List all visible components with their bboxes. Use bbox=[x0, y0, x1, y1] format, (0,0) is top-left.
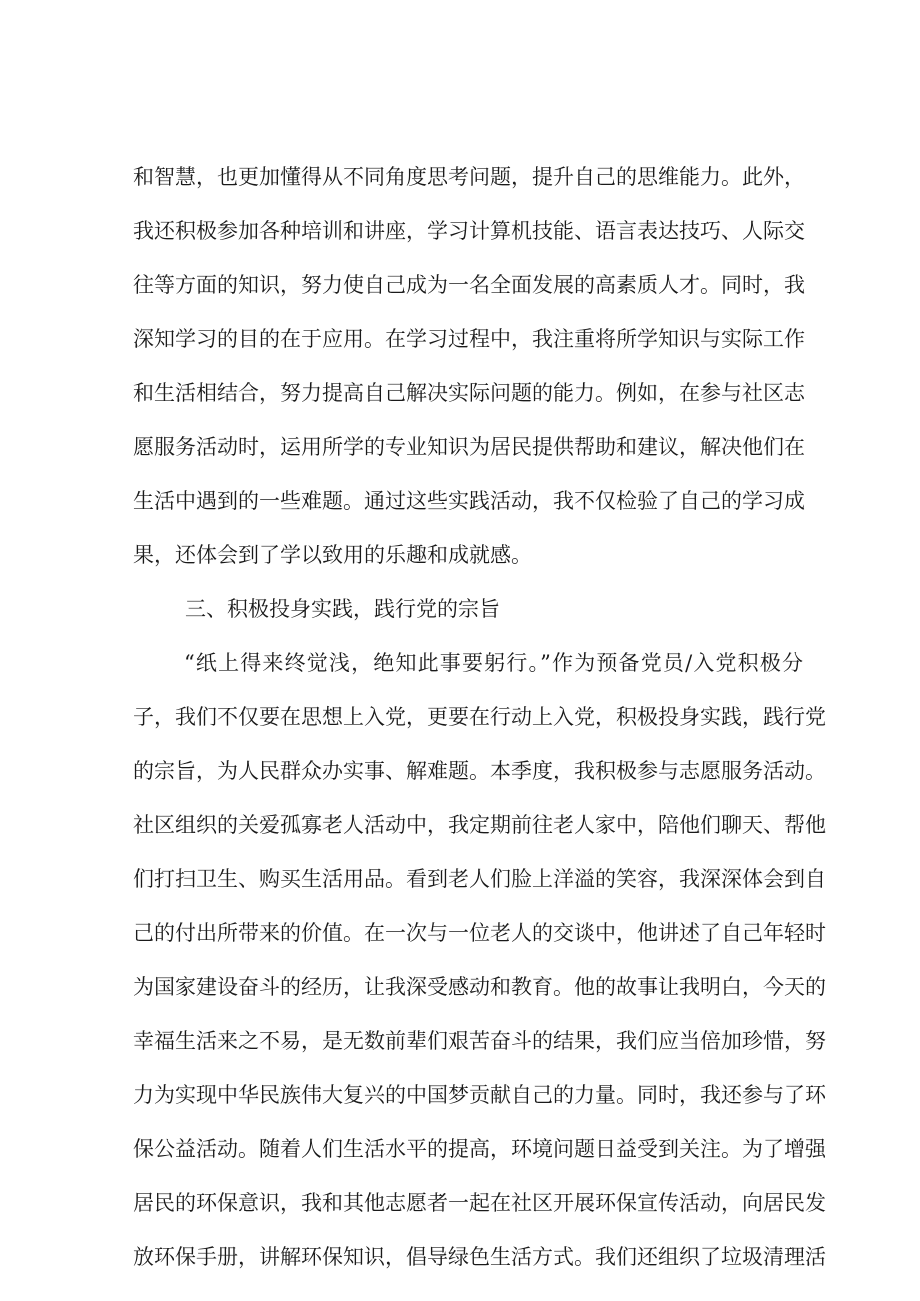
text-line: 往等方面的知识，努力使自己成为一名全面发展的高素质人才。同时，我 bbox=[133, 273, 805, 297]
text-line: 果，还体会到了学以致用的乐趣和成就感。 bbox=[133, 543, 532, 567]
text-line: 和生活相结合，努力提高自己解决实际问题的能力。例如，在参与社区志 bbox=[133, 381, 805, 405]
text-line: 己的付出所带来的价值。在一次与一位老人的交谈中，他讲述了自己年轻时 bbox=[133, 921, 826, 945]
text-line: 和智慧，也更加懂得从不同角度思考问题，提升自己的思维能力。此外， bbox=[133, 165, 805, 189]
text-line: 的宗旨，为人民群众办实事、解难题。本季度，我积极参与志愿服务活动。 bbox=[133, 759, 826, 783]
text-line: 我还积极参加各种培训和讲座，学习计算机技能、语言表达技巧、人际交 bbox=[133, 219, 805, 243]
text-line: 幸福生活来之不易，是无数前辈们艰苦奋斗的结果，我们应当倍加珍惜，努 bbox=[133, 1029, 826, 1053]
section-heading: 三、积极投身实践，践行党的宗旨 bbox=[185, 597, 500, 621]
text-line: 们打扫卫生、购买生活用品。看到老人们脸上洋溢的笑容，我深深体会到自 bbox=[133, 867, 826, 891]
text-line: 保公益活动。随着人们生活水平的提高，环境问题日益受到关注。为了增强 bbox=[133, 1137, 826, 1161]
text-line: 为国家建设奋斗的经历，让我深受感动和教育。他的故事让我明白，今天的 bbox=[133, 975, 826, 999]
text-line: 放环保手册，讲解环保知识，倡导绿色生活方式。我们还组织了垃圾清理活 bbox=[133, 1245, 826, 1269]
text-line: 愿服务活动时，运用所学的专业知识为居民提供帮助和建议，解决他们在 bbox=[133, 435, 805, 459]
text-line: 生活中遇到的一些难题。通过这些实践活动，我不仅检验了自己的学习成 bbox=[133, 489, 805, 513]
text-line: 深知学习的目的在于应用。在学习过程中，我注重将所学知识与实际工作 bbox=[133, 327, 805, 351]
text-line: 子，我们不仅要在思想上入党，更要在行动上入党，积极投身实践，践行党 bbox=[133, 705, 826, 729]
text-line: “纸上得来终觉浅，绝知此事要躬行。”作为预备党员/入党积极分 bbox=[184, 651, 803, 675]
text-line: 力为实现中华民族伟大复兴的中国梦贡献自己的力量。同时，我还参与了环 bbox=[133, 1083, 826, 1107]
text-line: 社区组织的关爱孤寡老人活动中，我定期前往老人家中，陪他们聊天、帮他 bbox=[133, 813, 826, 837]
text-line: 居民的环保意识，我和其他志愿者一起在社区开展环保宣传活动，向居民发 bbox=[133, 1191, 826, 1215]
